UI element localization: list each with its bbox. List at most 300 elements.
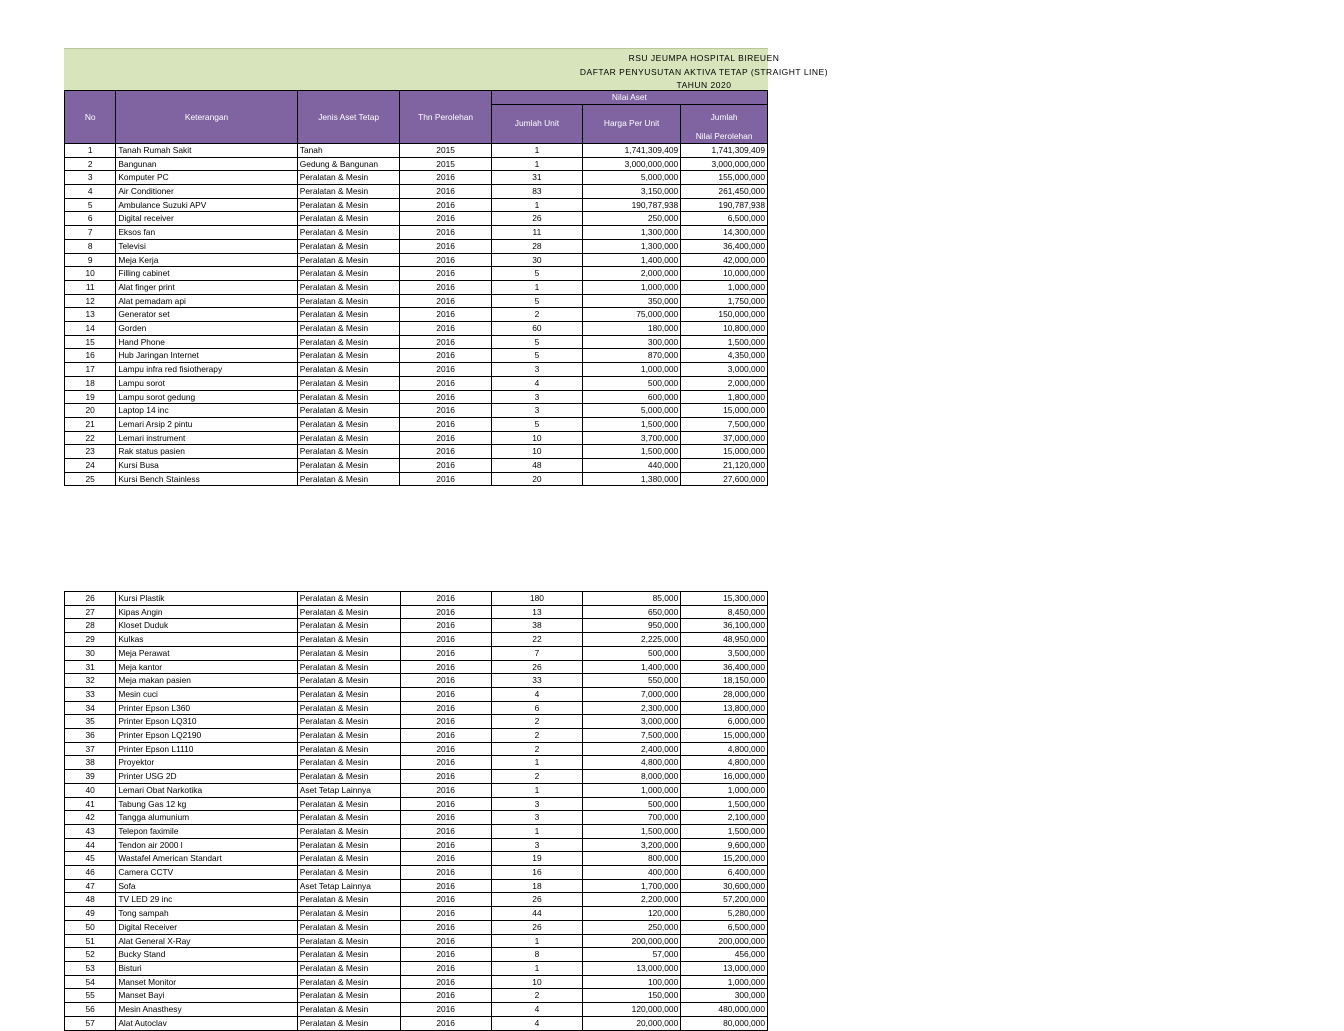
cell-harga[interactable]: 300,000 — [583, 335, 681, 349]
cell-no[interactable]: 11 — [65, 280, 116, 294]
cell-thn[interactable]: 2016 — [400, 701, 491, 715]
table-row[interactable] — [65, 770, 768, 784]
cell-thn[interactable]: 2016 — [400, 893, 491, 907]
cell-thn[interactable]: 2016 — [400, 975, 491, 989]
cell-thn[interactable]: 2016 — [400, 445, 491, 459]
cell-harga[interactable]: 500,000 — [583, 797, 681, 811]
cell-jenis[interactable]: Peralatan & Mesin — [297, 239, 400, 253]
cell-no[interactable]: 22 — [65, 431, 116, 445]
table-row[interactable] — [65, 267, 768, 281]
cell-harga[interactable]: 13,000,000 — [583, 961, 681, 975]
cell-jumlah-unit[interactable]: 26 — [491, 893, 582, 907]
cell-jumlah[interactable]: 36,400,000 — [681, 660, 768, 674]
cell-thn[interactable]: 2016 — [400, 431, 491, 445]
cell-jenis[interactable]: Peralatan & Mesin — [297, 417, 400, 431]
cell-keterangan[interactable]: Ambulance Suzuki APV — [116, 198, 297, 212]
cell-keterangan[interactable]: TV LED 29 inc — [116, 893, 297, 907]
cell-jenis[interactable]: Peralatan & Mesin — [297, 811, 400, 825]
cell-jumlah[interactable]: 6,500,000 — [681, 212, 768, 226]
cell-jenis[interactable]: Peralatan & Mesin — [297, 852, 400, 866]
cell-jumlah[interactable]: 36,400,000 — [681, 239, 768, 253]
cell-jumlah-unit[interactable]: 83 — [491, 185, 582, 199]
cell-keterangan[interactable]: Hub Jaringan Internet — [116, 349, 297, 363]
cell-jenis[interactable]: Peralatan & Mesin — [297, 619, 400, 633]
cell-jumlah-unit[interactable]: 1 — [491, 934, 582, 948]
cell-harga[interactable]: 700,000 — [583, 811, 681, 825]
cell-thn[interactable]: 2016 — [400, 756, 491, 770]
cell-no[interactable]: 47 — [65, 879, 116, 893]
cell-harga[interactable]: 2,225,000 — [583, 633, 681, 647]
cell-keterangan[interactable]: Televisi — [116, 239, 297, 253]
cell-harga[interactable]: 870,000 — [583, 349, 681, 363]
cell-harga[interactable]: 1,400,000 — [583, 253, 681, 267]
cell-jumlah[interactable]: 300,000 — [681, 989, 768, 1003]
cell-harga[interactable]: 650,000 — [583, 605, 681, 619]
cell-jenis[interactable]: Peralatan & Mesin — [297, 404, 400, 418]
cell-thn[interactable]: 2016 — [400, 253, 491, 267]
cell-harga[interactable]: 5,000,000 — [583, 404, 681, 418]
cell-harga[interactable]: 1,300,000 — [583, 239, 681, 253]
table-row[interactable] — [65, 893, 768, 907]
cell-jumlah-unit[interactable]: 5 — [491, 417, 582, 431]
cell-jumlah[interactable]: 1,741,309,409 — [681, 143, 768, 157]
cell-keterangan[interactable]: Tanah Rumah Sakit — [116, 143, 297, 157]
cell-keterangan[interactable]: Kursi Plastik — [116, 592, 297, 606]
cell-jumlah-unit[interactable]: 1 — [491, 143, 582, 157]
cell-harga[interactable]: 440,000 — [583, 459, 681, 473]
cell-thn[interactable]: 2016 — [400, 605, 491, 619]
cell-harga[interactable]: 5,000,000 — [583, 171, 681, 185]
cell-harga[interactable]: 200,000,000 — [583, 934, 681, 948]
table-row[interactable] — [65, 404, 768, 418]
cell-keterangan[interactable]: Alat Autoclav — [116, 1016, 297, 1030]
cell-jumlah[interactable]: 80,000,000 — [681, 1016, 768, 1030]
cell-jumlah[interactable]: 456,000 — [681, 948, 768, 962]
table-row[interactable] — [65, 376, 768, 390]
col-header-jumlah-unit[interactable]: Jumlah Unit — [491, 104, 582, 143]
cell-jumlah[interactable]: 1,000,000 — [681, 280, 768, 294]
cell-no[interactable]: 7 — [65, 226, 116, 240]
cell-jenis[interactable]: Gedung & Bangunan — [297, 157, 400, 171]
cell-no[interactable]: 6 — [65, 212, 116, 226]
cell-harga[interactable]: 20,000,000 — [583, 1016, 681, 1030]
table-row[interactable] — [65, 633, 768, 647]
cell-thn[interactable]: 2016 — [400, 404, 491, 418]
table-row[interactable] — [65, 349, 768, 363]
cell-thn[interactable]: 2016 — [400, 879, 491, 893]
cell-jumlah-unit[interactable]: 4 — [491, 1016, 582, 1030]
cell-jumlah-unit[interactable]: 22 — [491, 633, 582, 647]
cell-thn[interactable]: 2016 — [400, 212, 491, 226]
table-row[interactable] — [65, 824, 768, 838]
cell-thn[interactable]: 2016 — [400, 390, 491, 404]
cell-no[interactable]: 48 — [65, 893, 116, 907]
cell-jumlah-unit[interactable]: 30 — [491, 253, 582, 267]
cell-jenis[interactable]: Peralatan & Mesin — [297, 1016, 400, 1030]
cell-keterangan[interactable]: Kursi Bench Stainless — [116, 472, 297, 486]
cell-thn[interactable]: 2016 — [400, 770, 491, 784]
cell-no[interactable]: 34 — [65, 701, 116, 715]
col-header-thn[interactable]: Thn Perolehan — [400, 91, 491, 144]
cell-jumlah-unit[interactable]: 7 — [491, 646, 582, 660]
cell-no[interactable]: 4 — [65, 185, 116, 199]
cell-no[interactable]: 27 — [65, 605, 116, 619]
cell-jumlah-unit[interactable]: 1 — [491, 756, 582, 770]
cell-no[interactable]: 21 — [65, 417, 116, 431]
cell-jumlah-unit[interactable]: 26 — [491, 920, 582, 934]
cell-thn[interactable]: 2016 — [400, 989, 491, 1003]
cell-jumlah-unit[interactable]: 13 — [491, 605, 582, 619]
cell-jenis[interactable]: Peralatan & Mesin — [297, 459, 400, 473]
cell-no[interactable]: 44 — [65, 838, 116, 852]
cell-jenis[interactable]: Peralatan & Mesin — [297, 280, 400, 294]
cell-jumlah-unit[interactable]: 3 — [491, 797, 582, 811]
cell-jumlah-unit[interactable]: 8 — [491, 948, 582, 962]
cell-thn[interactable]: 2016 — [400, 961, 491, 975]
cell-jumlah[interactable]: 5,280,000 — [681, 907, 768, 921]
table-row[interactable] — [65, 280, 768, 294]
col-header-harga[interactable]: Harga Per Unit — [583, 104, 681, 143]
table-row[interactable] — [65, 619, 768, 633]
cell-harga[interactable]: 1,380,000 — [583, 472, 681, 486]
cell-no[interactable]: 25 — [65, 472, 116, 486]
table-row[interactable] — [65, 783, 768, 797]
cell-jenis[interactable]: Peralatan & Mesin — [297, 592, 400, 606]
cell-jumlah-unit[interactable]: 60 — [491, 322, 582, 336]
cell-thn[interactable]: 2016 — [400, 1003, 491, 1017]
table-row[interactable] — [65, 989, 768, 1003]
cell-harga[interactable]: 600,000 — [583, 390, 681, 404]
table-row[interactable] — [65, 253, 768, 267]
cell-jumlah-unit[interactable]: 10 — [491, 445, 582, 459]
table-row[interactable] — [65, 308, 768, 322]
cell-jumlah-unit[interactable]: 1 — [491, 280, 582, 294]
cell-keterangan[interactable]: Meja kantor — [116, 660, 297, 674]
cell-jumlah[interactable]: 57,200,000 — [681, 893, 768, 907]
cell-no[interactable]: 45 — [65, 852, 116, 866]
cell-keterangan[interactable]: Bisturi — [116, 961, 297, 975]
cell-no[interactable]: 50 — [65, 920, 116, 934]
cell-keterangan[interactable]: Digital Receiver — [116, 920, 297, 934]
cell-thn[interactable]: 2016 — [400, 934, 491, 948]
table-row[interactable] — [65, 852, 768, 866]
cell-thn[interactable]: 2016 — [400, 198, 491, 212]
col-header-jenis[interactable]: Jenis Aset Tetap — [297, 91, 400, 144]
cell-jenis[interactable]: Peralatan & Mesin — [297, 934, 400, 948]
cell-no[interactable]: 40 — [65, 783, 116, 797]
cell-harga[interactable]: 950,000 — [583, 619, 681, 633]
table-row[interactable] — [65, 797, 768, 811]
cell-no[interactable]: 28 — [65, 619, 116, 633]
cell-jumlah[interactable]: 3,000,000,000 — [681, 157, 768, 171]
cell-thn[interactable]: 2016 — [400, 783, 491, 797]
cell-harga[interactable]: 2,300,000 — [583, 701, 681, 715]
cell-jumlah-unit[interactable]: 11 — [491, 226, 582, 240]
table-row[interactable] — [65, 975, 768, 989]
cell-jenis[interactable]: Peralatan & Mesin — [297, 989, 400, 1003]
cell-thn[interactable]: 2016 — [400, 715, 491, 729]
table-row[interactable] — [65, 472, 768, 486]
cell-jenis[interactable]: Peralatan & Mesin — [297, 893, 400, 907]
cell-jumlah[interactable]: 8,450,000 — [681, 605, 768, 619]
cell-harga[interactable]: 8,000,000 — [583, 770, 681, 784]
cell-harga[interactable]: 180,000 — [583, 322, 681, 336]
table-row[interactable] — [65, 701, 768, 715]
cell-harga[interactable]: 57,000 — [583, 948, 681, 962]
cell-jumlah-unit[interactable]: 28 — [491, 239, 582, 253]
col-header-nilai-perolehan[interactable]: Nilai Perolehan — [681, 130, 768, 143]
cell-harga[interactable]: 190,787,938 — [583, 198, 681, 212]
cell-keterangan[interactable]: Lemari Arsip 2 pintu — [116, 417, 297, 431]
table-row[interactable] — [65, 948, 768, 962]
cell-keterangan[interactable]: Sofa — [116, 879, 297, 893]
cell-jenis[interactable]: Peralatan & Mesin — [297, 171, 400, 185]
cell-no[interactable]: 9 — [65, 253, 116, 267]
cell-keterangan[interactable]: Printer Epson LQ310 — [116, 715, 297, 729]
cell-jumlah[interactable]: 10,800,000 — [681, 322, 768, 336]
cell-keterangan[interactable]: Tendon air 2000 l — [116, 838, 297, 852]
cell-harga[interactable]: 75,000,000 — [583, 308, 681, 322]
cell-thn[interactable]: 2016 — [400, 363, 491, 377]
cell-jumlah[interactable]: 15,000,000 — [681, 729, 768, 743]
table-row[interactable] — [65, 907, 768, 921]
cell-keterangan[interactable]: Bucky Stand — [116, 948, 297, 962]
cell-jumlah-unit[interactable]: 5 — [491, 294, 582, 308]
cell-jumlah-unit[interactable]: 1 — [491, 961, 582, 975]
table-row[interactable] — [65, 198, 768, 212]
table-row[interactable] — [65, 322, 768, 336]
cell-thn[interactable]: 2016 — [400, 824, 491, 838]
cell-jumlah[interactable]: 3,000,000 — [681, 363, 768, 377]
cell-thn[interactable]: 2016 — [400, 797, 491, 811]
cell-jumlah-unit[interactable]: 2 — [491, 715, 582, 729]
cell-jenis[interactable]: Peralatan & Mesin — [297, 756, 400, 770]
cell-keterangan[interactable]: Lemari instrument — [116, 431, 297, 445]
cell-no[interactable]: 20 — [65, 404, 116, 418]
cell-keterangan[interactable]: Gorden — [116, 322, 297, 336]
cell-keterangan[interactable]: Printer USG 2D — [116, 770, 297, 784]
table-row[interactable] — [65, 239, 768, 253]
cell-thn[interactable]: 2016 — [400, 920, 491, 934]
cell-thn[interactable]: 2016 — [400, 660, 491, 674]
cell-keterangan[interactable]: Laptop 14 inc — [116, 404, 297, 418]
table-row[interactable] — [65, 157, 768, 171]
cell-thn[interactable]: 2016 — [400, 267, 491, 281]
table-row[interactable] — [65, 294, 768, 308]
cell-jumlah[interactable]: 21,120,000 — [681, 459, 768, 473]
table-row[interactable] — [65, 335, 768, 349]
cell-thn[interactable]: 2016 — [400, 633, 491, 647]
cell-keterangan[interactable]: Lampu sorot — [116, 376, 297, 390]
cell-harga[interactable]: 3,000,000,000 — [583, 157, 681, 171]
cell-keterangan[interactable]: Tabung Gas 12 kg — [116, 797, 297, 811]
cell-jenis[interactable]: Peralatan & Mesin — [297, 674, 400, 688]
cell-jenis[interactable]: Peralatan & Mesin — [297, 445, 400, 459]
cell-keterangan[interactable]: Kipas Angin — [116, 605, 297, 619]
cell-jumlah-unit[interactable]: 4 — [491, 687, 582, 701]
table-row[interactable] — [65, 674, 768, 688]
cell-jumlah-unit[interactable]: 2 — [491, 989, 582, 1003]
cell-harga[interactable]: 2,200,000 — [583, 893, 681, 907]
cell-jumlah[interactable]: 28,000,000 — [681, 687, 768, 701]
cell-jumlah[interactable]: 15,200,000 — [681, 852, 768, 866]
cell-no[interactable]: 57 — [65, 1016, 116, 1030]
cell-thn[interactable]: 2016 — [400, 838, 491, 852]
cell-jenis[interactable]: Peralatan & Mesin — [297, 729, 400, 743]
cell-jumlah-unit[interactable]: 26 — [491, 660, 582, 674]
cell-jumlah[interactable]: 10,000,000 — [681, 267, 768, 281]
cell-keterangan[interactable]: Komputer PC — [116, 171, 297, 185]
cell-jumlah-unit[interactable]: 6 — [491, 701, 582, 715]
cell-jumlah-unit[interactable]: 3 — [491, 404, 582, 418]
cell-jenis[interactable]: Aset Tetap Lainnya — [297, 879, 400, 893]
cell-jumlah[interactable]: 13,000,000 — [681, 961, 768, 975]
cell-jumlah[interactable]: 1,500,000 — [681, 335, 768, 349]
cell-harga[interactable]: 3,200,000 — [583, 838, 681, 852]
cell-keterangan[interactable]: Printer Epson L1110 — [116, 742, 297, 756]
cell-jenis[interactable]: Peralatan & Mesin — [297, 838, 400, 852]
cell-keterangan[interactable]: Tong sampah — [116, 907, 297, 921]
cell-jumlah[interactable]: 6,000,000 — [681, 715, 768, 729]
cell-no[interactable]: 16 — [65, 349, 116, 363]
cell-no[interactable]: 13 — [65, 308, 116, 322]
cell-keterangan[interactable]: Meja Perawat — [116, 646, 297, 660]
cell-keterangan[interactable]: Hand Phone — [116, 335, 297, 349]
cell-jenis[interactable]: Peralatan & Mesin — [297, 660, 400, 674]
cell-jumlah[interactable]: 9,600,000 — [681, 838, 768, 852]
cell-thn[interactable]: 2016 — [400, 322, 491, 336]
cell-keterangan[interactable]: Rak status pasien — [116, 445, 297, 459]
cell-jumlah[interactable]: 1,500,000 — [681, 824, 768, 838]
cell-thn[interactable]: 2015 — [400, 157, 491, 171]
cell-jumlah[interactable]: 27,600,000 — [681, 472, 768, 486]
cell-harga[interactable]: 120,000,000 — [583, 1003, 681, 1017]
cell-keterangan[interactable]: Proyektor — [116, 756, 297, 770]
cell-thn[interactable]: 2016 — [400, 948, 491, 962]
cell-thn[interactable]: 2016 — [400, 376, 491, 390]
cell-jenis[interactable]: Peralatan & Mesin — [297, 866, 400, 880]
cell-thn[interactable]: 2016 — [400, 907, 491, 921]
cell-jenis[interactable]: Peralatan & Mesin — [297, 770, 400, 784]
cell-jumlah-unit[interactable]: 19 — [491, 852, 582, 866]
cell-no[interactable]: 30 — [65, 646, 116, 660]
cell-jenis[interactable]: Peralatan & Mesin — [297, 948, 400, 962]
cell-jumlah-unit[interactable]: 180 — [491, 592, 582, 606]
table-row[interactable] — [65, 838, 768, 852]
cell-jenis[interactable]: Peralatan & Mesin — [297, 349, 400, 363]
cell-jenis[interactable]: Peralatan & Mesin — [297, 294, 400, 308]
cell-harga[interactable]: 3,150,000 — [583, 185, 681, 199]
cell-jumlah-unit[interactable]: 1 — [491, 198, 582, 212]
cell-keterangan[interactable]: Alat pemadam api — [116, 294, 297, 308]
cell-jumlah-unit[interactable]: 2 — [491, 742, 582, 756]
cell-no[interactable]: 15 — [65, 335, 116, 349]
cell-keterangan[interactable]: Meja makan pasien — [116, 674, 297, 688]
cell-jumlah[interactable]: 4,350,000 — [681, 349, 768, 363]
cell-keterangan[interactable]: Mesin cuci — [116, 687, 297, 701]
cell-harga[interactable]: 120,000 — [583, 907, 681, 921]
cell-jumlah-unit[interactable]: 3 — [491, 838, 582, 852]
cell-jumlah[interactable]: 4,800,000 — [681, 756, 768, 770]
cell-no[interactable]: 19 — [65, 390, 116, 404]
cell-jumlah[interactable]: 15,000,000 — [681, 404, 768, 418]
cell-keterangan[interactable]: Alat General X-Ray — [116, 934, 297, 948]
cell-no[interactable]: 8 — [65, 239, 116, 253]
cell-jenis[interactable]: Tanah — [297, 143, 400, 157]
cell-jenis[interactable]: Peralatan & Mesin — [297, 363, 400, 377]
cell-harga[interactable]: 1,500,000 — [583, 824, 681, 838]
cell-harga[interactable]: 1,400,000 — [583, 660, 681, 674]
cell-jumlah-unit[interactable]: 44 — [491, 907, 582, 921]
cell-jenis[interactable]: Peralatan & Mesin — [297, 701, 400, 715]
cell-jumlah[interactable]: 3,500,000 — [681, 646, 768, 660]
cell-harga[interactable]: 2,400,000 — [583, 742, 681, 756]
cell-jumlah-unit[interactable]: 18 — [491, 879, 582, 893]
cell-no[interactable]: 52 — [65, 948, 116, 962]
cell-thn[interactable]: 2016 — [400, 472, 491, 486]
cell-jenis[interactable]: Peralatan & Mesin — [297, 212, 400, 226]
cell-thn[interactable]: 2016 — [400, 1016, 491, 1030]
cell-harga[interactable]: 7,000,000 — [583, 687, 681, 701]
cell-harga[interactable]: 250,000 — [583, 920, 681, 934]
cell-no[interactable]: 36 — [65, 729, 116, 743]
cell-jumlah[interactable]: 200,000,000 — [681, 934, 768, 948]
cell-no[interactable]: 56 — [65, 1003, 116, 1017]
cell-keterangan[interactable]: Eksos fan — [116, 226, 297, 240]
cell-jenis[interactable]: Peralatan & Mesin — [297, 185, 400, 199]
cell-jumlah[interactable]: 1,000,000 — [681, 975, 768, 989]
cell-no[interactable]: 51 — [65, 934, 116, 948]
cell-no[interactable]: 26 — [65, 592, 116, 606]
cell-jumlah-unit[interactable]: 26 — [491, 212, 582, 226]
table-row[interactable] — [65, 431, 768, 445]
table-row[interactable] — [65, 811, 768, 825]
cell-jumlah-unit[interactable]: 5 — [491, 349, 582, 363]
cell-jumlah-unit[interactable]: 3 — [491, 811, 582, 825]
cell-keterangan[interactable]: Generator set — [116, 308, 297, 322]
cell-harga[interactable]: 800,000 — [583, 852, 681, 866]
cell-jumlah-unit[interactable]: 1 — [491, 783, 582, 797]
cell-no[interactable]: 12 — [65, 294, 116, 308]
cell-thn[interactable]: 2016 — [400, 729, 491, 743]
cell-no[interactable]: 23 — [65, 445, 116, 459]
cell-jenis[interactable]: Peralatan & Mesin — [297, 920, 400, 934]
table-row[interactable] — [65, 459, 768, 473]
cell-jumlah-unit[interactable]: 1 — [491, 824, 582, 838]
cell-jumlah[interactable]: 261,450,000 — [681, 185, 768, 199]
cell-no[interactable]: 32 — [65, 674, 116, 688]
cell-harga[interactable]: 350,000 — [583, 294, 681, 308]
cell-jenis[interactable]: Peralatan & Mesin — [297, 322, 400, 336]
table-row[interactable] — [65, 729, 768, 743]
cell-harga[interactable]: 150,000 — [583, 989, 681, 1003]
cell-jenis[interactable]: Peralatan & Mesin — [297, 961, 400, 975]
cell-keterangan[interactable]: Manset Monitor — [116, 975, 297, 989]
cell-jumlah[interactable]: 15,000,000 — [681, 445, 768, 459]
cell-keterangan[interactable]: Digital receiver — [116, 212, 297, 226]
table-row[interactable] — [65, 390, 768, 404]
cell-jumlah-unit[interactable]: 3 — [491, 390, 582, 404]
cell-no[interactable]: 49 — [65, 907, 116, 921]
cell-jumlah[interactable]: 1,000,000 — [681, 783, 768, 797]
cell-harga[interactable]: 500,000 — [583, 376, 681, 390]
table-row[interactable] — [65, 143, 768, 157]
cell-jumlah[interactable]: 6,400,000 — [681, 866, 768, 880]
table-row[interactable] — [65, 445, 768, 459]
cell-jenis[interactable]: Peralatan & Mesin — [297, 472, 400, 486]
cell-jumlah-unit[interactable]: 4 — [491, 376, 582, 390]
cell-jumlah[interactable]: 48,950,000 — [681, 633, 768, 647]
